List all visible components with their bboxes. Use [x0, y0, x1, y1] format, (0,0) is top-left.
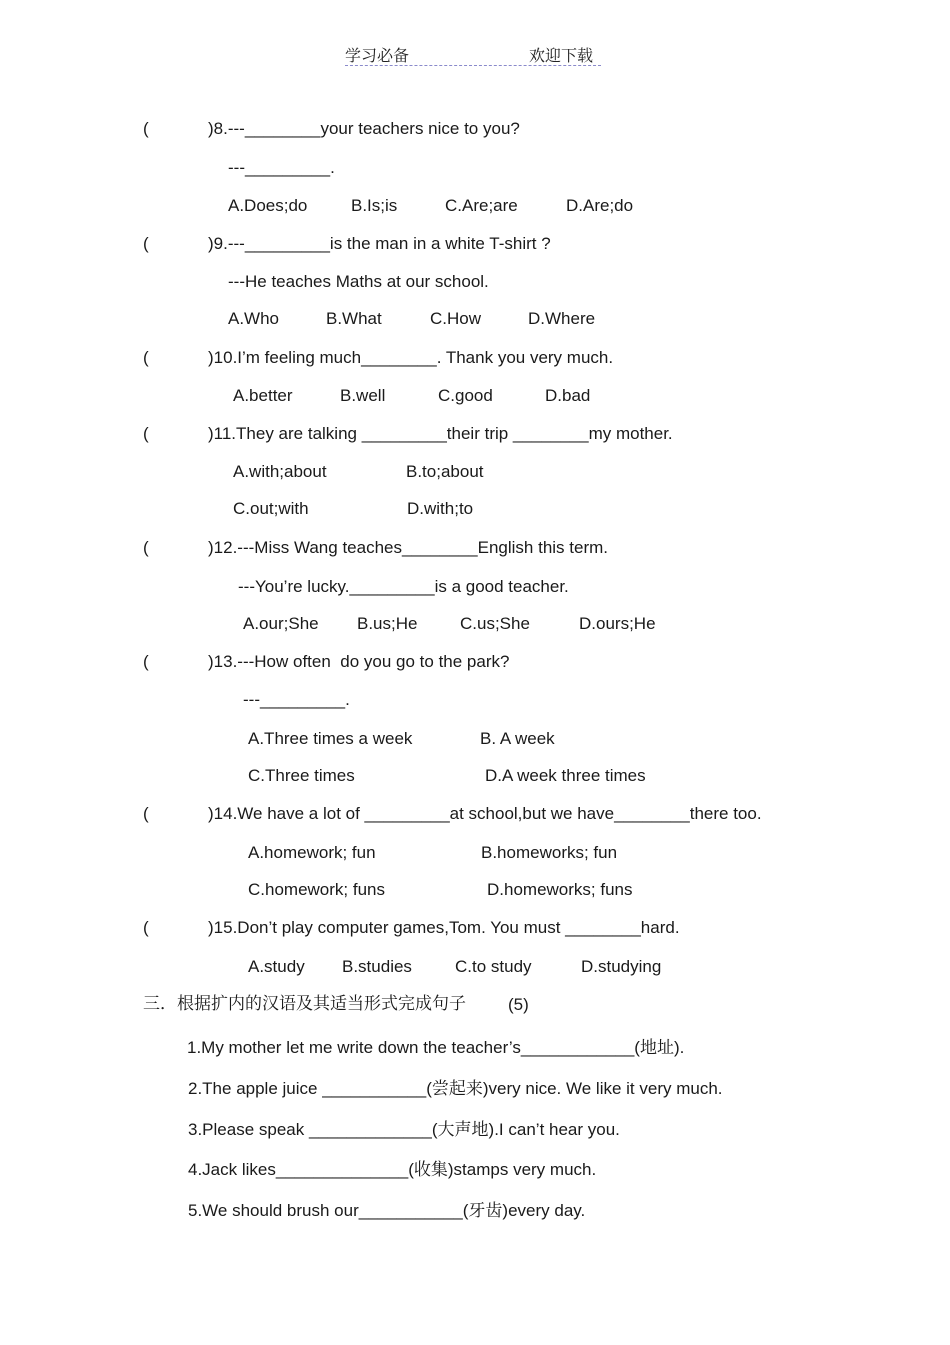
question-12-line: ---You’re lucky._________is a good teacher.	[238, 577, 569, 596]
page-header	[345, 43, 601, 66]
question-14-option-c: C.homework; funs	[248, 880, 385, 899]
question-8-option-b: B.Is;is	[351, 196, 398, 215]
question-15-stem: )15.Don’t play computer games,Tom. You must ________hard.	[208, 918, 680, 937]
question-11-option-c: C.out;with	[233, 499, 309, 518]
answer-paren: (	[143, 804, 149, 823]
question-13-option-b: B. A week	[480, 729, 555, 748]
question-9-option-a: A.Who	[228, 309, 280, 328]
sentence-item	[188, 1078, 723, 1100]
answer-paren: (	[143, 918, 149, 937]
question-12-option-a: A.our;She	[243, 614, 319, 633]
header-right-text: 欢迎下载	[529, 46, 594, 65]
sentence-text: 1.My mother let me write down the teacher’s____________(	[187, 1038, 640, 1057]
answer-paren: (	[143, 348, 149, 367]
question-12-stem: )12.---Miss Wang teaches________English this term.	[208, 538, 608, 557]
question-14-stem: )14.We have a lot of _________at school,but we have________there too.	[208, 804, 762, 823]
chinese-hint: 收集	[413, 1160, 448, 1180]
answer-paren: (	[143, 234, 149, 253]
question-10-option-a: A.better	[233, 386, 293, 405]
sentence-text: )very nice. We like it very much.	[482, 1079, 723, 1098]
sentence-item	[188, 1200, 585, 1222]
sentence-item	[187, 1037, 684, 1059]
question-8-option-a: A.Does;do	[228, 196, 308, 215]
sentence-text: ).I can’t hear you.	[488, 1120, 620, 1139]
question-13-stem: )13.---How often do you go to the park?	[208, 652, 510, 671]
question-14-option-a: A.homework; fun	[248, 843, 376, 862]
question-13-option-d: D.A week three times	[485, 766, 646, 785]
answer-paren: (	[143, 652, 149, 671]
question-15-option-c: C.to study	[455, 957, 532, 976]
sentence-item	[188, 1159, 596, 1181]
question-11-option-d: D.with;to	[407, 499, 474, 518]
question-8-stem: )8.---________your teachers nice to you?	[208, 119, 520, 138]
sentence-text: 4.Jack likes______________(	[188, 1160, 414, 1179]
question-9-line: ---He teaches Maths at our school.	[228, 272, 489, 291]
sentence-text: 2.The apple juice ___________(	[188, 1079, 432, 1098]
sentence-item	[188, 1119, 620, 1141]
question-9-stem: )9.---_________is the man in a white T-shirt ?	[208, 234, 551, 253]
question-14-option-b: B.homeworks; fun	[481, 843, 618, 862]
question-10-option-b: B.well	[340, 386, 386, 405]
chinese-hint: 大声地	[437, 1120, 489, 1140]
chinese-hint: 地址	[639, 1038, 674, 1058]
header-left-text: 学习必备	[345, 46, 410, 65]
question-10-stem: )10.I’m feeling much________. Thank you very much.	[208, 348, 614, 367]
chinese-hint: 牙齿	[468, 1201, 503, 1221]
question-9-option-d: D.Where	[528, 309, 596, 328]
question-12-option-d: D.ours;He	[579, 614, 656, 633]
question-13-option-c: C.Three times	[248, 766, 355, 785]
answer-paren: (	[143, 119, 149, 138]
question-8-option-c: C.Are;are	[445, 196, 518, 215]
question-11-stem: )11.They are talking _________their trip ________my mother.	[208, 424, 673, 443]
question-8-option-d: D.Are;do	[566, 196, 634, 215]
question-9-option-b: B.What	[326, 309, 382, 328]
question-15-option-d: D.studying	[581, 957, 662, 976]
question-13-option-a: A.Three times a week	[248, 729, 413, 748]
question-10-option-c: C.good	[438, 386, 493, 405]
answer-paren: (	[143, 538, 149, 557]
sentence-text: )stamps very much.	[447, 1160, 597, 1179]
question-15-option-b: B.studies	[342, 957, 412, 976]
question-15-option-a: A.study	[248, 957, 305, 976]
question-11-option-b: B.to;about	[406, 462, 484, 481]
answer-paren: (	[143, 424, 149, 443]
question-14-option-d: D.homeworks; funs	[487, 880, 633, 899]
question-13-line: ---_________.	[243, 690, 350, 709]
question-8-line: ---_________.	[228, 158, 335, 177]
chinese-hint: 尝起来	[431, 1079, 483, 1099]
sentence-text: 5.We should brush our___________(	[188, 1201, 469, 1220]
question-12-option-c: C.us;She	[460, 614, 530, 633]
sentence-text: ).	[673, 1038, 685, 1057]
section-3-title: 三．根据扩内的汉语及其适当形式完成句子	[143, 994, 466, 1014]
question-9-option-c: C.How	[430, 309, 482, 328]
question-10-option-d: D.bad	[545, 386, 591, 405]
sentence-text: 3.Please speak _____________(	[188, 1120, 438, 1139]
section-3-score: (5)	[508, 995, 529, 1014]
question-11-option-a: A.with;about	[233, 462, 327, 481]
sentence-text: )every day.	[502, 1201, 586, 1220]
question-12-option-b: B.us;He	[357, 614, 418, 633]
